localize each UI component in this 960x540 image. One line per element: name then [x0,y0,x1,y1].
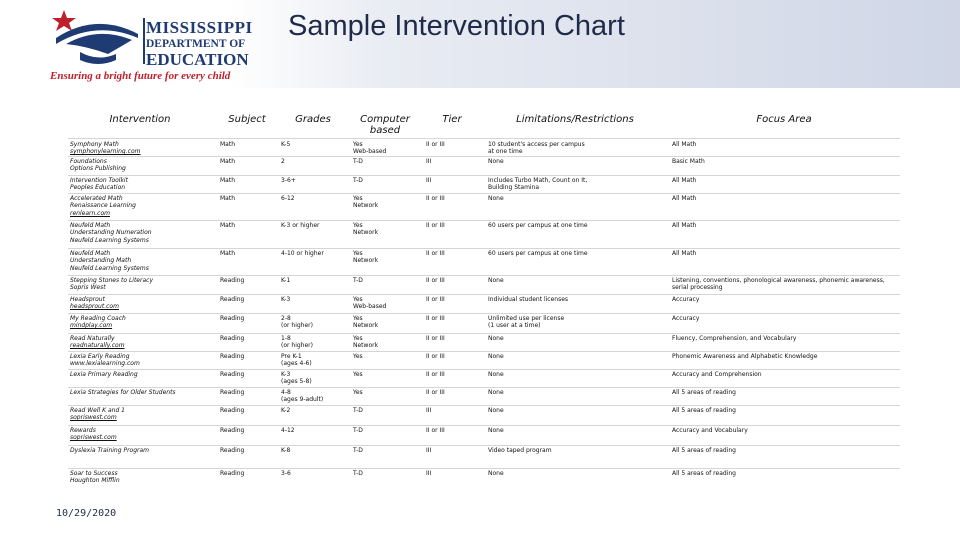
table-cell-tier: III [426,407,432,414]
cell-line: All 5 areas of reading [672,389,736,396]
table-cell-focus-area [672,141,696,148]
cell-line: sopriswest.com [70,414,117,422]
header-col-computer-based: Computer based [360,114,410,136]
table-cell-limitations [488,335,504,342]
table-cell-computer-based [353,353,363,360]
cell-line: None [488,371,504,378]
logo-line1: MISSISSIPPI [146,18,253,37]
cell-line: T-D [353,427,363,434]
cell-line: T-D [353,177,363,184]
table-cell-intervention [70,158,126,173]
table-cell-subject: Reading [220,353,245,360]
cell-line: renlearn.com [70,209,110,217]
cell-line: None [488,158,504,165]
cell-line: Yes [353,353,363,360]
cell-line: (or higher) [281,322,313,330]
cell-line: Understanding Numeration [70,229,152,237]
row-divider [68,333,900,334]
logo-tagline: Ensuring a bright future for every child [50,70,231,82]
table-cell-focus-area [672,353,817,360]
cell-line: Stepping Stones to Literacy [70,277,153,284]
cell-line: Yes [353,141,363,148]
table-cell-grades [281,470,291,477]
cell-line: All 5 areas of reading [672,470,736,477]
cell-line: Includes Turbo Math, Count on It, [488,177,588,184]
table-cell-limitations [488,222,588,229]
cell-line: Foundations [70,158,107,165]
cell-line: (ages 9-adult) [281,396,324,404]
table-cell-intervention [70,427,117,442]
cell-line: T-D [353,158,363,165]
header-col-subject: Subject [228,114,266,125]
table-cell-subject: Math [220,177,236,184]
cell-line: 3-6+ [281,177,296,184]
table-cell-grades [281,335,313,350]
cell-line: Peoples Education [70,184,126,192]
table-cell-limitations [488,195,504,202]
table-cell-grades [281,427,295,434]
cell-line: Neufeld Math [70,222,111,229]
cell-line: Yes [353,222,363,229]
cell-line: T-D [353,447,363,454]
table-cell-focus-area [672,177,696,184]
table-cell-focus-area [672,470,736,477]
table-cell-subject: Reading [220,277,245,284]
cell-line: 2-8 [281,315,291,322]
table-cell-tier: II or III [426,427,445,434]
cell-line: (1 user at a time) [488,322,541,330]
table-cell-tier: II or III [426,141,445,148]
cell-line: Listening, conventions, phonological awareness, phonemic awareness, [672,277,885,284]
cell-line: Network [353,202,379,210]
table-cell-grades [281,407,290,414]
table-cell-grades [281,315,313,330]
table-cell-limitations [488,353,504,360]
cell-line: Network [353,322,379,330]
cell-line: Fluency, Comprehension, and Vocabulary [672,335,797,342]
table-cell-limitations [488,371,504,378]
cell-line: serial processing [672,284,723,292]
table-cell-computer-based [353,250,378,265]
cell-line: T-D [353,470,363,477]
table-cell-tier: III [426,447,432,454]
table-cell-focus-area [672,389,736,396]
logo-line2: DEPARTMENT OF [146,38,246,50]
row-divider [68,193,900,194]
cell-line: Network [353,342,379,350]
cell-line: Accuracy and Vocabulary [672,427,748,434]
table-cell-computer-based [353,141,386,156]
table-cell-focus-area [672,195,696,202]
table-cell-intervention [70,335,125,350]
row-divider [68,468,900,469]
cell-line: www.lexialearning.com [70,360,140,368]
table-cell-computer-based [353,447,363,454]
table-cell-grades [281,277,290,284]
header-divider [68,138,900,139]
row-divider [68,369,900,370]
table-cell-intervention [70,177,128,192]
cell-line: 4-10 or higher [281,250,324,257]
cell-line: Renaissance Learning [70,202,136,210]
table-cell-subject: Math [220,158,236,165]
cell-line: Symphony Math [70,141,119,148]
cell-line: Yes [353,250,363,257]
table-cell-subject: Reading [220,389,245,396]
cell-line: All Math [672,222,697,229]
table-cell-computer-based [353,315,378,330]
table-cell-intervention [70,447,149,454]
table-cell-computer-based [353,296,386,311]
table-cell-focus-area [672,335,796,342]
cell-line: Dyslexia Training Program [70,447,150,454]
table-cell-grades [281,195,295,202]
table-cell-limitations [488,141,585,156]
cell-line: My Reading Coach [70,315,126,322]
logo-line3: EDUCATION [146,50,249,69]
cell-line: 10 student's access per campus [488,141,585,148]
cell-line: Houghton Mifflin [70,477,120,485]
cell-line: 1-8 [281,335,291,342]
cell-line: Video taped program [488,447,552,454]
cell-line: Neufeld Math [70,250,111,257]
table-cell-focus-area [672,427,748,434]
cell-line: at one time [488,148,523,156]
table-cell-subject: Math [220,250,236,257]
table-cell-intervention [70,296,119,311]
table-cell-intervention [70,141,140,156]
logo-divider [143,18,145,64]
row-divider [68,248,900,249]
table-cell-limitations [488,407,504,414]
table-cell-subject: Reading [220,447,245,454]
cell-line: Neufeld Learning Systems [70,264,149,272]
cell-line: Lexia Early Reading [70,353,130,360]
table-cell-limitations [488,389,504,396]
table-cell-tier: III [426,177,432,184]
cell-line: All Math [672,177,697,184]
table-cell-tier: II or III [426,315,445,322]
cell-line: sopriswest.com [70,434,117,442]
table-cell-intervention [70,371,138,378]
cell-line: (ages 5-8) [281,378,312,386]
cell-line: Web-based [353,148,387,156]
table-cell-grades [281,250,324,257]
mde-logo [46,4,276,84]
cell-line: K-3 [281,296,291,303]
table-cell-tier: II or III [426,277,445,284]
table-cell-computer-based [353,222,378,237]
cell-line: Yes [353,335,363,342]
table-cell-tier: II or III [426,353,445,360]
table-cell-limitations [488,177,587,192]
cell-line: Basic Math [672,158,705,165]
cell-line: Web-based [353,303,387,311]
table-cell-grades [281,371,312,386]
table-cell-grades [281,177,296,184]
cell-line: Accuracy and Comprehension [672,371,762,378]
table-cell-computer-based [353,371,363,378]
cell-line: 4-8 [281,389,291,396]
table-cell-grades [281,141,290,148]
cell-line: readnaturally.com [70,342,125,350]
cell-line: Intervention Toolkit [70,177,128,184]
cell-line: K-2 [281,407,291,414]
cell-line: Building Stamina [488,184,540,192]
cell-line: All Math [672,250,697,257]
cell-line: All 5 areas of reading [672,447,736,454]
table-cell-subject: Reading [220,470,245,477]
table-cell-limitations [488,427,504,434]
table-cell-tier: II or III [426,389,445,396]
cell-line: 4-12 [281,427,295,434]
row-divider [68,351,900,352]
table-cell-tier: III [426,470,432,477]
footer-date: 10/29/2020 [56,508,117,519]
cell-line: 3-6 [281,470,291,477]
cell-line: Neufeld Learning Systems [70,236,149,244]
cell-line: K-1 [281,277,291,284]
table-cell-focus-area [672,296,699,303]
cell-line: Understanding Math [70,257,132,265]
cell-line: None [488,389,504,396]
table-cell-tier: II or III [426,222,445,229]
table-cell-grades [281,296,290,303]
cell-line: Sopris West [70,284,106,292]
cell-line: None [488,335,504,342]
cell-line: None [488,353,504,360]
cell-line: Lexia Strategies for Older Students [70,389,176,396]
cell-line: None [488,427,504,434]
table-cell-computer-based [353,389,363,396]
cell-line: 60 users per campus at one time [488,250,588,257]
cell-line: symphonylearning.com [70,148,141,156]
cell-line: Yes [353,371,363,378]
cell-line: Network [353,229,379,237]
cell-line: None [488,407,504,414]
row-divider [68,445,900,446]
table-cell-limitations [488,470,504,477]
cell-line: All 5 areas of reading [672,407,736,414]
table-cell-tier: II or III [426,250,445,257]
table-cell-focus-area [672,407,736,414]
table-cell-intervention [70,315,126,330]
table-cell-limitations [488,250,588,257]
table-cell-intervention [70,353,140,368]
table-cell-focus-area [672,222,696,229]
table-cell-intervention [70,250,149,272]
table-cell-intervention [70,407,125,422]
cell-line: Lexia Primary Reading [70,371,138,378]
page-title: Sample Intervention Chart [288,10,625,42]
row-divider [68,387,900,388]
row-divider [68,425,900,426]
table-cell-tier: II or III [426,371,445,378]
row-divider [68,175,900,176]
row-divider [68,405,900,406]
table-cell-limitations [488,447,552,454]
table-cell-intervention [70,389,176,396]
table-cell-grades [281,447,290,454]
header-col-tier: Tier [442,114,462,125]
table-cell-limitations [488,158,504,165]
table-cell-subject: Reading [220,371,245,378]
graduation-cap-icon [46,4,142,70]
cell-line: K-3 or higher [281,222,320,229]
cell-line: All Math [672,195,697,202]
table-cell-computer-based [353,335,378,350]
cell-line: mindplay.com [70,322,113,330]
cell-line: K-8 [281,447,291,454]
table-cell-intervention [70,470,120,485]
table-cell-tier: II or III [426,335,445,342]
row-divider [68,313,900,314]
cell-line: Read Well K and 1 [70,407,125,414]
table-cell-subject: Reading [220,407,245,414]
table-cell-limitations [488,296,568,303]
cell-line: None [488,277,504,284]
table-cell-focus-area [672,315,699,322]
cell-line: 6-12 [281,195,295,202]
table-cell-subject: Math [220,195,236,202]
row-divider [68,156,900,157]
table-cell-limitations [488,315,564,330]
cell-line: Pre K-1 [281,353,302,360]
cell-line: Phonemic Awareness and Alphabetic Knowledge [672,353,818,360]
table-cell-subject: Reading [220,315,245,322]
table-cell-intervention [70,222,152,244]
header-col-focus-area: Focus Area [756,114,812,125]
cell-line: T-D [353,407,363,414]
cell-line: Network [353,257,379,265]
table-cell-focus-area [672,158,705,165]
table-cell-subject: Reading [220,427,245,434]
cell-line: Accuracy [672,296,700,303]
table-cell-focus-area [672,447,736,454]
cell-line: (ages 4-6) [281,360,312,368]
table-cell-subject: Reading [220,335,245,342]
table-cell-grades [281,158,285,165]
table-cell-computer-based [353,470,363,477]
table-cell-tier: II or III [426,296,445,303]
header-col-limitations: Limitations/Restrictions [516,114,634,125]
cell-line: Yes [353,389,363,396]
cell-line: Individual student licenses [488,296,569,303]
cell-line: All Math [672,141,697,148]
table-cell-computer-based [353,177,363,184]
cell-line: None [488,195,504,202]
cell-line: None [488,470,504,477]
table-cell-subject: Math [220,141,236,148]
table-cell-grades [281,389,323,404]
row-divider [68,275,900,276]
cell-line: Unlimited use per license [488,315,565,322]
table-cell-computer-based [353,407,363,414]
cell-line: T-D [353,277,363,284]
cell-line: Headsprout [70,296,105,303]
table-cell-grades [281,353,312,368]
row-divider [68,220,900,221]
table-cell-focus-area [672,250,696,257]
table-cell-tier: III [426,158,432,165]
cell-line: (or higher) [281,342,313,350]
cell-line: Read Naturally [70,335,115,342]
header-col-intervention: Intervention [109,114,171,125]
cell-line: Accuracy [672,315,700,322]
cell-line: Rewards [70,427,96,434]
table-cell-limitations [488,277,504,284]
table-cell-computer-based [353,158,363,165]
cell-line: 60 users per campus at one time [488,222,588,229]
cell-line: K-5 [281,141,291,148]
cell-line: headsprout.com [70,303,119,311]
cell-line: Soar to Success [70,470,118,477]
row-divider [68,294,900,295]
cell-line: K-3 [281,371,291,378]
cell-line: Yes [353,195,363,202]
table-cell-intervention [70,277,153,292]
cell-line: Accelerated Math [70,195,123,202]
cell-line: Yes [353,315,363,322]
table-cell-grades [281,222,319,229]
table-cell-subject: Math [220,222,236,229]
table-cell-subject: Reading [220,296,245,303]
table-cell-focus-area [672,371,762,378]
cell-line: Options Publishing [70,165,126,173]
table-cell-computer-based [353,195,378,210]
table-cell-computer-based [353,427,363,434]
table-cell-tier: II or III [426,195,445,202]
cell-line: 2 [281,158,285,165]
header-col-grades: Grades [295,114,331,125]
table-cell-focus-area [672,277,885,292]
cell-line: Yes [353,296,363,303]
table-cell-computer-based [353,277,363,284]
table-cell-intervention [70,195,136,217]
